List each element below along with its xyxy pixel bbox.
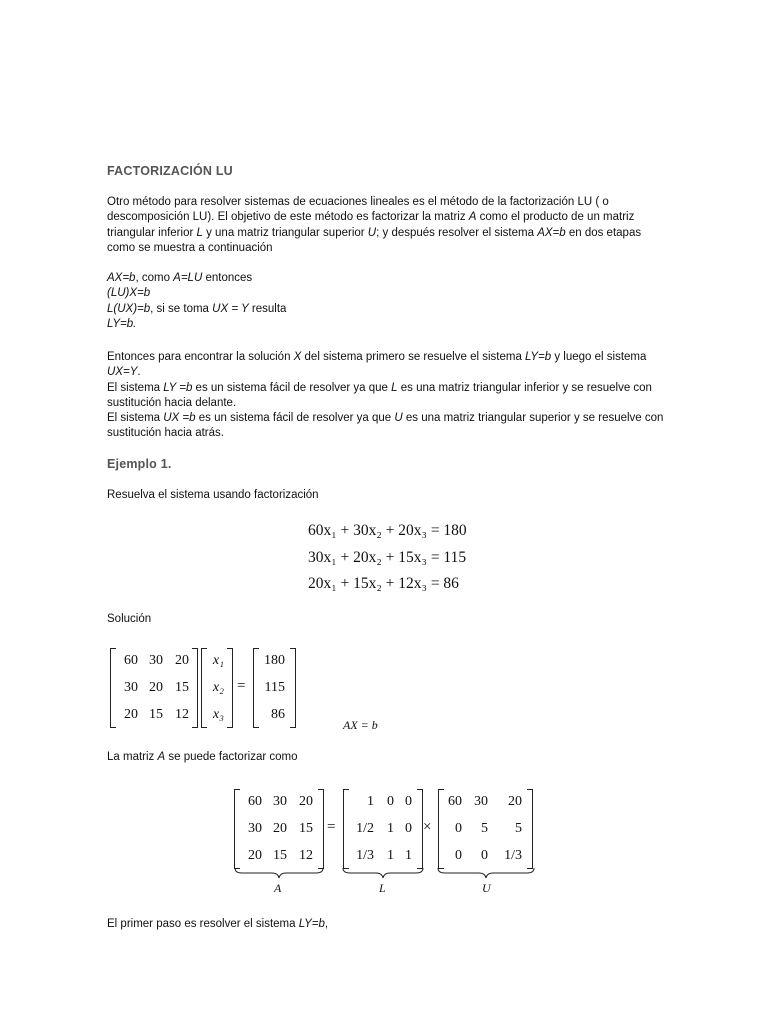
bracket-right bbox=[527, 789, 533, 869]
matrix-cell: 20 bbox=[175, 653, 189, 668]
factor-sentence bbox=[107, 751, 298, 763]
matrix-cell: 20 bbox=[124, 707, 138, 722]
explain-text: y luego el sistema bbox=[551, 351, 647, 363]
explain-ly-b: LY=b bbox=[525, 351, 552, 363]
matrix-cell: 30 bbox=[149, 653, 163, 668]
matrix-cell: 20 bbox=[149, 680, 163, 695]
explain-text: Entonces para encontrar la solución bbox=[107, 351, 294, 363]
explain-u: U bbox=[394, 412, 403, 425]
matrix-cell: 15 bbox=[273, 848, 287, 863]
matrix-cell: 20 bbox=[248, 848, 262, 863]
matrix-cell: 30 bbox=[248, 821, 262, 836]
matrix-cell: 15 bbox=[299, 821, 313, 836]
solution-label: Solución bbox=[107, 613, 152, 625]
deriv-a-lu: A=LU bbox=[173, 272, 203, 284]
deriv-text: entonces bbox=[202, 272, 253, 284]
intro-text-1: Otro método para resolver sistemas de ecuaciones lineales es el método de la factorización LU ( o descomposición LU). El objetivo de este método es factorizar la matriz bbox=[107, 196, 609, 224]
explain-ux-y: UX=Y bbox=[107, 366, 138, 379]
factor-text: se puede factorizar como bbox=[165, 751, 298, 763]
matrix-cell: 115 bbox=[264, 680, 285, 695]
matrix-cell: 60 bbox=[448, 794, 462, 809]
intro-matrix-a: A bbox=[468, 211, 477, 224]
explain-ly-b: LY =b bbox=[163, 381, 193, 394]
label-l: L bbox=[379, 881, 386, 895]
matrix-cell: 0 bbox=[455, 821, 462, 836]
lu-factorization bbox=[230, 787, 540, 897]
label-a: A bbox=[274, 881, 282, 895]
intro-text-2: como el producto de un matriz triangular inferior bbox=[107, 211, 635, 239]
matrix-cell: 5 bbox=[515, 821, 522, 836]
deriv-ax-b: AX=b bbox=[107, 272, 136, 284]
underbrace-l bbox=[342, 867, 424, 879]
intro-paragraph bbox=[107, 195, 667, 256]
equation-3: 20x₁ + 15x₂ + 12x₃ = 86 bbox=[308, 575, 459, 592]
equation-2: 30x₁ + 20x₂ + 15x₃ = 115 bbox=[308, 548, 467, 566]
explanation-block bbox=[107, 350, 667, 442]
explain-text: es una matriz triangular inferior y se resuelve con sustitución hacia delante. bbox=[107, 381, 652, 409]
deriv-text: resulta bbox=[248, 302, 287, 315]
matrix-cell-x3: x₃ bbox=[212, 707, 224, 722]
equals-sign: = bbox=[327, 819, 336, 835]
matrix-cell: 20 bbox=[508, 794, 522, 809]
equation-1: 60x₁ + 30x₂ + 20x₃ = 180 bbox=[308, 522, 467, 539]
times-sign: × bbox=[423, 819, 432, 835]
matrix-cell-x2: x₂ bbox=[212, 680, 224, 695]
matrix-cell: 30 bbox=[273, 794, 287, 809]
explain-text: es una matriz triangular superior y se resuelve con sustitución hacia atrás. bbox=[107, 412, 664, 440]
factor-matrix-a: A bbox=[157, 751, 166, 763]
explain-text: . bbox=[137, 366, 141, 379]
example-prompt: Resuelva el sistema usando factorización bbox=[107, 489, 319, 501]
first-step-sentence bbox=[107, 918, 328, 930]
matrix-cell: 20 bbox=[299, 794, 313, 809]
explain-x: X bbox=[293, 351, 302, 363]
matrix-cell: 0 bbox=[481, 848, 488, 863]
matrix-cell: 60 bbox=[248, 794, 262, 809]
factor-text: La matriz bbox=[107, 751, 158, 763]
explain-text: El sistema bbox=[107, 381, 164, 394]
intro-text-5: en dos etapas como se muestra a continuación bbox=[107, 226, 642, 254]
intro-matrix-u: U bbox=[367, 226, 377, 239]
first-step-ly-b: LY=b bbox=[298, 918, 325, 930]
equals-sign: = bbox=[237, 678, 246, 694]
label-u: U bbox=[482, 881, 491, 895]
matrix-cell: 12 bbox=[175, 707, 189, 722]
deriv-l-ux-b: L(UX)=b bbox=[107, 302, 151, 315]
deriv-text: , como bbox=[135, 272, 174, 284]
matrix-cell: 86 bbox=[271, 707, 285, 722]
system-matrix-equation bbox=[108, 646, 308, 726]
matrix-cell: 15 bbox=[149, 707, 163, 722]
deriv-ux-y: UX = Y bbox=[212, 302, 249, 315]
ax-b-label: AX = b bbox=[343, 718, 378, 732]
matrix-cell: 1 bbox=[387, 848, 394, 863]
intro-text-4: ; y después resolver el sistema bbox=[376, 226, 538, 239]
explain-text: es un sistema fácil de resolver ya que bbox=[192, 381, 392, 394]
matrix-cell: 180 bbox=[264, 653, 285, 668]
explain-l: L bbox=[391, 381, 398, 394]
intro-text-3: y una matriz triangular superior bbox=[202, 226, 368, 239]
first-step-text: , bbox=[324, 918, 329, 930]
intro-system: AX=b bbox=[537, 226, 566, 239]
explain-text: El sistema bbox=[107, 412, 164, 425]
bracket-right bbox=[318, 789, 324, 869]
matrix-cell: 1 bbox=[367, 794, 374, 809]
matrix-cell: 12 bbox=[299, 848, 313, 863]
matrix-cell: 60 bbox=[124, 653, 138, 668]
matrix-cell: 1 bbox=[387, 821, 394, 836]
deriv-text: , si se toma bbox=[150, 302, 213, 315]
explain-ux-b: UX =b bbox=[163, 412, 196, 425]
matrix-cell: 0 bbox=[405, 794, 412, 809]
matrix-cell: 1/2 bbox=[356, 821, 374, 836]
underbrace-u bbox=[437, 867, 535, 879]
matrix-cell: 30 bbox=[474, 794, 488, 809]
explain-text: es un sistema fácil de resolver ya que bbox=[195, 412, 395, 425]
explain-text: del sistema primero se resuelve el sistema bbox=[301, 351, 526, 363]
intro-matrix-l: L bbox=[196, 226, 203, 239]
matrix-cell: 0 bbox=[405, 821, 412, 836]
bracket-right bbox=[227, 648, 233, 728]
matrix-cell: 30 bbox=[124, 680, 138, 695]
equation-system bbox=[308, 518, 467, 598]
matrix-cell: 20 bbox=[273, 821, 287, 836]
matrix-cell-x1: x₁ bbox=[212, 653, 224, 668]
matrix-cell: 5 bbox=[481, 821, 488, 836]
example-heading: Ejemplo 1. bbox=[107, 457, 172, 471]
derivation-block bbox=[107, 271, 667, 332]
deriv-ly-b: LY=b. bbox=[107, 317, 137, 330]
matrix-cell: 15 bbox=[175, 680, 189, 695]
matrix-cell: 1/3 bbox=[504, 848, 522, 863]
first-step-text: El primer paso es resolver el sistema bbox=[107, 918, 299, 930]
deriv-lu-x-b: (LU)X=b bbox=[107, 287, 151, 300]
page-title: FACTORIZACIÓN LU bbox=[107, 164, 233, 178]
underbrace-a bbox=[234, 867, 324, 879]
bracket-right bbox=[290, 648, 296, 728]
matrix-cell: 1 bbox=[405, 848, 412, 863]
matrix-cell: 0 bbox=[455, 848, 462, 863]
matrix-cell: 0 bbox=[387, 794, 394, 809]
matrix-cell: 1/3 bbox=[356, 848, 374, 863]
